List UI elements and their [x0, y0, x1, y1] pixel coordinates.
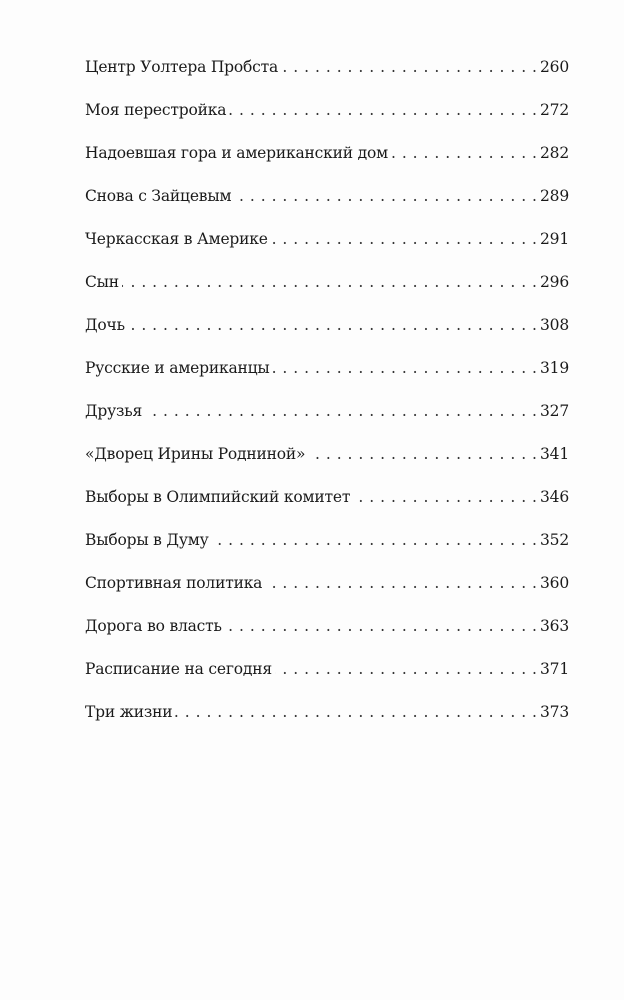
toc-entry-title: Расписание на сегодня	[85, 660, 272, 678]
toc-entry-title: Сын	[85, 273, 119, 291]
toc-entry	[85, 187, 569, 230]
toc-entry-page: 346	[540, 488, 569, 506]
dot-leader	[281, 58, 537, 76]
dot-leader	[273, 359, 537, 377]
toc-entry-page: 289	[540, 187, 569, 205]
toc-entry-page: 282	[540, 144, 569, 162]
dot-leader	[145, 402, 537, 420]
dot-leader	[353, 488, 537, 506]
toc-entry-page: 371	[540, 660, 569, 678]
toc-entry-title: Друзья	[85, 402, 143, 420]
toc-entry-title: Снова с Зайцевым	[85, 187, 232, 205]
toc-entry	[85, 531, 569, 574]
toc-entry-page: 319	[540, 359, 569, 377]
dot-leader	[229, 101, 537, 119]
dot-leader	[225, 617, 537, 635]
toc-entry-title: Выборы в Олимпийский комитет	[85, 488, 351, 506]
toc-entry-page: 360	[540, 574, 569, 592]
toc-entry	[85, 574, 569, 617]
toc-entry	[85, 230, 569, 273]
toc-entry-page: 260	[540, 58, 569, 76]
toc-entry-title: Спортивная политика	[85, 574, 263, 592]
toc-entry-page: 352	[540, 531, 569, 549]
toc-entry	[85, 703, 569, 746]
toc-entry	[85, 617, 569, 660]
toc-entry	[85, 316, 569, 359]
toc-entry-page: 341	[540, 445, 569, 463]
toc-entry	[85, 359, 569, 402]
toc-entry-title: Выборы в Думу	[85, 531, 209, 549]
toc-entry	[85, 144, 569, 187]
dot-leader	[234, 187, 537, 205]
toc-entry	[85, 488, 569, 531]
toc-entry-page: 291	[540, 230, 569, 248]
table-of-contents	[85, 58, 569, 746]
toc-entry-title: Дорога во власть	[85, 617, 222, 635]
toc-entry-title: Моя перестройка	[85, 101, 227, 119]
dot-leader	[175, 703, 537, 721]
dot-leader	[212, 531, 537, 549]
dot-leader	[275, 660, 537, 678]
toc-entry-page: 327	[540, 402, 569, 420]
toc-entry-title: Русские и американцы	[85, 359, 270, 377]
toc-entry-title: Центр Уолтера Пробста	[85, 58, 279, 76]
toc-entry-page: 308	[540, 316, 569, 334]
toc-entry-page: 272	[540, 101, 569, 119]
toc-entry	[85, 101, 569, 144]
dot-leader	[128, 316, 537, 334]
toc-entry-title: Черкасская в Америке	[85, 230, 268, 248]
toc-entry-title: Дочь	[85, 316, 125, 334]
toc-entry-page: 296	[540, 273, 569, 291]
toc-entry	[85, 445, 569, 488]
toc-entry-title: Три жизни	[85, 703, 173, 721]
toc-entry-page: 363	[540, 617, 569, 635]
dot-leader	[265, 574, 537, 592]
toc-entry	[85, 660, 569, 703]
toc-entry	[85, 58, 569, 101]
toc-entry	[85, 273, 569, 316]
dot-leader	[271, 230, 537, 248]
toc-entry	[85, 402, 569, 445]
toc-entry-page: 373	[540, 703, 569, 721]
dot-leader	[391, 144, 537, 162]
toc-entry-title: Надоевшая гора и американский дом	[85, 144, 388, 162]
dot-leader	[308, 445, 537, 463]
toc-entry-title: «Дворец Ирины Родниной»	[85, 445, 306, 463]
dot-leader	[122, 273, 537, 291]
